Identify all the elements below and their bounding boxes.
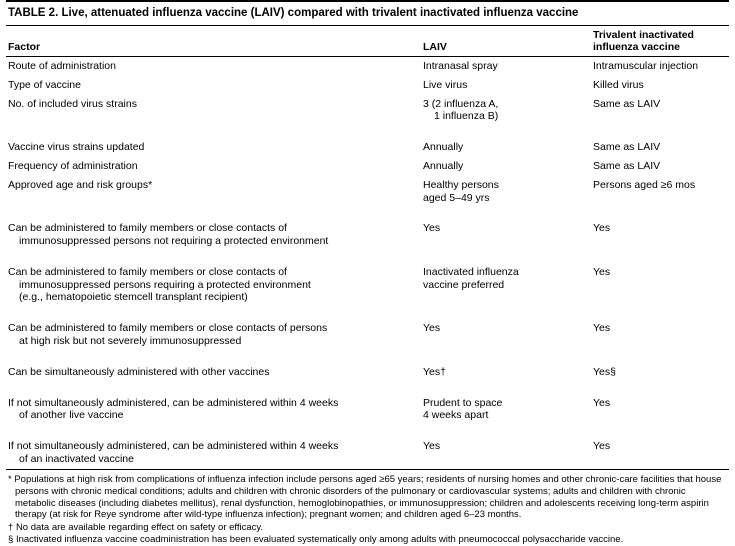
row-factor: [6, 219, 421, 251]
spacer-cell: [6, 126, 421, 138]
row-tiv-line1: Same as LAIV: [593, 159, 661, 172]
row-tiv-line1: Same as LAIV: [593, 97, 661, 110]
table-title: TABLE 2. Live, attenuated influenza vaccine (LAIV) compared with trivalent inactivated influenza vaccine: [8, 7, 579, 19]
row-factor: [6, 363, 421, 382]
row-tiv: [591, 363, 729, 382]
row-spacer: [6, 351, 729, 363]
spacer-cell: [421, 126, 591, 138]
row-factor-line1: Vaccine virus strains updated: [8, 141, 145, 154]
row-factor-line2: immunosuppressed persons requiring a protected environment: [19, 278, 311, 291]
row-laiv-line1: Annually: [423, 159, 464, 172]
table-row: [6, 138, 729, 157]
row-laiv-line2: vaccine preferred: [423, 278, 505, 291]
row-spacer: [6, 251, 729, 263]
spacer-cell: [6, 382, 421, 394]
row-laiv: [421, 76, 591, 95]
column-header-laiv: LAIV: [423, 40, 447, 53]
row-tiv-line1: Yes: [593, 322, 611, 335]
footnote-item: [8, 522, 727, 534]
row-tiv-line1: Persons aged ≥6 mos: [593, 178, 696, 191]
row-tiv-line1: Yes§: [593, 365, 616, 378]
row-laiv-line1: Yes: [423, 222, 441, 235]
footnotes: [6, 470, 729, 546]
row-tiv-line1: Yes: [593, 396, 611, 409]
row-factor-line1: Approved age and risk groups*: [8, 178, 153, 191]
table-row: [6, 437, 729, 469]
row-laiv: [421, 319, 591, 351]
row-laiv-line1: Yes†: [423, 365, 446, 378]
row-factor: [6, 319, 421, 351]
column-header-factor: Factor: [8, 40, 41, 53]
spacer-cell: [591, 251, 729, 263]
row-factor: [6, 138, 421, 157]
row-laiv-line1: Inactivated influenza: [423, 265, 519, 278]
row-tiv: [591, 157, 729, 176]
row-laiv: [421, 437, 591, 469]
row-laiv: [421, 95, 591, 127]
row-spacer: [6, 307, 729, 319]
row-tiv: [591, 57, 729, 76]
comparison-table: [6, 26, 729, 56]
footnote-marker: †: [8, 521, 14, 533]
row-tiv-line1: Yes: [593, 265, 611, 278]
row-factor-line3: (e.g., hematopoietic stemcell transplant recipient): [19, 291, 248, 304]
table-row: [6, 263, 729, 307]
table-row: [6, 219, 729, 251]
row-laiv: [421, 157, 591, 176]
row-laiv-line1: Yes: [423, 322, 441, 335]
spacer-cell: [421, 207, 591, 219]
row-laiv: [421, 138, 591, 157]
row-factor-line1: Can be administered to family members or close contacts of persons: [8, 322, 328, 335]
spacer-cell: [421, 251, 591, 263]
row-tiv-line1: Yes: [593, 222, 611, 235]
row-tiv: [591, 176, 729, 208]
row-factor: [6, 57, 421, 76]
row-factor-line1: Can be administered to family members or close contacts of: [8, 222, 287, 235]
spacer-cell: [421, 425, 591, 437]
row-tiv: [591, 437, 729, 469]
row-factor-line1: Type of vaccine: [8, 78, 81, 91]
table-row: [6, 95, 729, 127]
spacer-cell: [6, 351, 421, 363]
spacer-cell: [591, 307, 729, 319]
row-factor: [6, 95, 421, 127]
spacer-cell: [591, 425, 729, 437]
row-laiv: [421, 219, 591, 251]
row-factor-line1: Route of administration: [8, 59, 116, 72]
spacer-cell: [591, 351, 729, 363]
row-factor-line2: of an inactivated vaccine: [19, 453, 134, 466]
table-row: [6, 319, 729, 351]
spacer-cell: [591, 382, 729, 394]
row-laiv-line2: 1 influenza B): [434, 110, 499, 123]
footnote-text: Populations at high risk from complications of influenza infection include persons aged ≥65 years; residents of nursing homes and other chronic-care facilities that house persons with chronic medical conditions; adults and children with chronic disorders of the pulmonary or cardiovascular systems; adults and children with chronic metabolic diseases (including diabetes mellitus), renal dysfunction, hemoglobinopathies, or immunosuppression; children and adolescents receiving long-term aspirin therapy (at risk for Reye syndrome after wild-type influenza infection); pregnant women; and children aged 6–23 months.: [14, 473, 722, 521]
row-tiv-line1: Same as LAIV: [593, 141, 661, 154]
row-factor: [6, 263, 421, 307]
row-spacer: [6, 126, 729, 138]
row-laiv: [421, 263, 591, 307]
row-factor: [6, 394, 421, 426]
spacer-cell: [591, 126, 729, 138]
footnote-marker: §: [8, 534, 14, 546]
row-tiv: [591, 394, 729, 426]
row-laiv-line1: Yes: [423, 440, 441, 453]
spacer-cell: [591, 207, 729, 219]
footnote-item: [8, 534, 727, 546]
row-factor-line1: Can be administered to family members or close contacts of: [8, 265, 287, 278]
row-laiv-line1: Healthy persons: [423, 178, 499, 191]
row-tiv: [591, 263, 729, 307]
row-factor-line2: of another live vaccine: [19, 409, 124, 422]
spacer-cell: [6, 425, 421, 437]
row-laiv: [421, 57, 591, 76]
table-row: [6, 76, 729, 95]
row-factor-line1: If not simultaneously administered, can be administered within 4 weeks: [8, 396, 339, 409]
comparison-table-body: [6, 57, 729, 469]
row-tiv-line1: Killed virus: [593, 78, 644, 91]
row-factor: [6, 76, 421, 95]
row-factor-line2: at high risk but not severely immunosuppressed: [19, 335, 242, 348]
row-factor-line1: No. of included virus strains: [8, 97, 137, 110]
row-laiv-line1: Annually: [423, 141, 464, 154]
row-laiv-line1: 3 (2 influenza A,: [423, 97, 499, 110]
spacer-cell: [421, 307, 591, 319]
row-laiv: [421, 394, 591, 426]
footnote-marker: *: [8, 473, 12, 485]
table-row: [6, 176, 729, 208]
row-laiv-line1: Live virus: [423, 78, 468, 91]
row-tiv: [591, 76, 729, 95]
row-laiv-line2: aged 5–49 yrs: [423, 191, 490, 204]
header-row: [6, 26, 729, 56]
footnote-item: [8, 474, 727, 522]
table-header: [6, 26, 729, 56]
spacer-cell: [6, 207, 421, 219]
footnote-text: No data are available regarding effect on safety or efficacy.: [15, 521, 264, 533]
row-tiv: [591, 319, 729, 351]
row-factor-line1: Frequency of administration: [8, 159, 138, 172]
row-factor: [6, 176, 421, 208]
row-laiv: [421, 363, 591, 382]
table-row: [6, 57, 729, 76]
row-tiv: [591, 219, 729, 251]
column-header-tiv-line1: Trivalent inactivated: [593, 28, 694, 41]
row-laiv-line2: 4 weeks apart: [423, 409, 489, 422]
table-row: [6, 394, 729, 426]
spacer-cell: [421, 382, 591, 394]
spacer-cell: [6, 307, 421, 319]
spacer-cell: [421, 351, 591, 363]
table-body: [6, 57, 729, 469]
footnote-text: Inactivated influenza vaccine coadministration has been evaluated systematically only among adults with pneumococcal polysaccharide vaccine.: [15, 534, 624, 546]
row-tiv-line1: Yes: [593, 440, 611, 453]
table-row: [6, 157, 729, 176]
row-tiv: [591, 95, 729, 127]
row-factor-line1: If not simultaneously administered, can be administered within 4 weeks: [8, 440, 339, 453]
column-header-tiv: [591, 26, 729, 56]
row-tiv-line1: Intramuscular injection: [593, 59, 699, 72]
table-row: [6, 363, 729, 382]
row-factor-line1: Can be simultaneously administered with other vaccines: [8, 365, 270, 378]
row-factor-line2: immunosuppressed persons not requiring a protected environment: [19, 235, 329, 248]
row-laiv: [421, 176, 591, 208]
row-factor: [6, 157, 421, 176]
row-spacer: [6, 207, 729, 219]
row-spacer: [6, 382, 729, 394]
row-tiv: [591, 138, 729, 157]
spacer-cell: [6, 251, 421, 263]
column-header-tiv-line2: influenza vaccine: [593, 40, 680, 53]
row-spacer: [6, 425, 729, 437]
row-laiv-line1: Prudent to space: [423, 396, 503, 409]
row-laiv-line1: Intranasal spray: [423, 59, 498, 72]
row-factor: [6, 437, 421, 469]
